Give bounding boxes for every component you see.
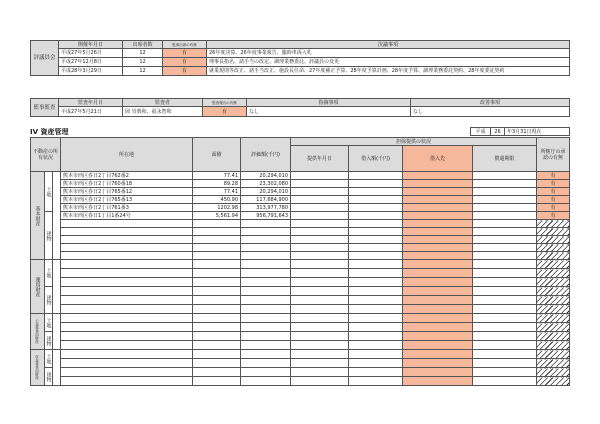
asset-value: 20,294,010 bbox=[241, 188, 291, 196]
board-attend: 有 bbox=[163, 67, 207, 76]
date-prefix: 平成 bbox=[471, 128, 491, 136]
board-matters: 26年度決算、26年度事業報告、臨時車両入札 bbox=[207, 49, 570, 58]
asset-approval: 有 bbox=[537, 212, 570, 220]
audit-label: 監事監査 bbox=[31, 99, 59, 117]
board-date: 平成28年3月29日 bbox=[59, 67, 123, 76]
header-approval: 所轄庁の承認の有無 bbox=[537, 138, 570, 172]
sub-building: 建物 bbox=[45, 332, 53, 350]
header-location: 所在地 bbox=[61, 138, 193, 172]
group-basic: 基本財産 bbox=[31, 172, 45, 260]
header-area: 面積 bbox=[193, 138, 241, 172]
board-count: 12 bbox=[123, 49, 163, 58]
asset-value: 956,791,643 bbox=[241, 212, 291, 220]
asset-value: 23,302,080 bbox=[241, 180, 291, 188]
board-attend: 有 bbox=[163, 58, 207, 67]
asset-location: 熊本市西区春日1丁目1番24号 bbox=[61, 212, 193, 220]
sub-land: 土地 bbox=[45, 314, 53, 332]
asset-area: 1202.98 bbox=[193, 204, 241, 212]
header-term: 償還期限 bbox=[473, 146, 537, 172]
asset-approval: 有 bbox=[537, 204, 570, 212]
asset-value: 20,294,010 bbox=[241, 172, 291, 180]
sub-building: 建物 bbox=[45, 212, 53, 260]
sub-building: 建物 bbox=[45, 368, 53, 386]
board-label: 評議員会 bbox=[31, 41, 59, 76]
asset-value: 117,684,900 bbox=[241, 196, 291, 204]
asset-area: 89.28 bbox=[193, 180, 241, 188]
audit-date: 平成27年5月21日 bbox=[59, 107, 123, 117]
date-year: 26 bbox=[491, 128, 505, 136]
asset-date-box bbox=[470, 127, 570, 136]
board-attend: 有 bbox=[163, 49, 207, 58]
header-provided: 提供年月日 bbox=[291, 146, 349, 172]
audit-auditor: 岡 崇典和、福永智和 bbox=[123, 107, 203, 117]
group-profit: 収益事業用財産 bbox=[31, 350, 45, 386]
asset-area: 77.41 bbox=[193, 172, 241, 180]
board-header-attend: 監事出席の有無 bbox=[163, 41, 207, 49]
board-count: 12 bbox=[123, 58, 163, 67]
audit-issues: なし bbox=[247, 107, 411, 117]
header-lender: 借入先 bbox=[403, 146, 473, 172]
board-header-matters: 決議事項 bbox=[207, 41, 570, 49]
asset-area: 5,561.94 bbox=[193, 212, 241, 220]
asset-value: 313,977,780 bbox=[241, 204, 291, 212]
audit-improve: なし bbox=[411, 107, 570, 117]
date-suffix: 年3月31日現在 bbox=[505, 128, 570, 136]
header-borrowed: 借入額(千円) bbox=[349, 146, 403, 172]
group-public: 公益事業用財産 bbox=[31, 314, 45, 350]
sub-land: 土地 bbox=[45, 260, 53, 287]
board-header-count: 出席者数 bbox=[123, 41, 163, 49]
sub-land: 土地 bbox=[45, 350, 53, 368]
audit-header-improve: 改善事項 bbox=[411, 99, 570, 107]
asset-location: 熊本市西区春日2丁目761番3 bbox=[61, 204, 193, 212]
header-value: 評価額(千円) bbox=[241, 138, 291, 172]
group-operating: 運用財産 bbox=[31, 260, 45, 314]
asset-approval: 有 bbox=[537, 180, 570, 188]
sub-land: 土地 bbox=[45, 172, 53, 212]
audit-header-issues: 指摘事項 bbox=[247, 99, 411, 107]
audit-table bbox=[30, 98, 570, 117]
asset-table bbox=[30, 137, 570, 386]
asset-approval: 有 bbox=[537, 196, 570, 204]
asset-section-title: IV 資産管理 bbox=[30, 128, 69, 136]
board-matters: 就業規則等改正、諸手当改正、施設長任命、27年度補正予算、28年度予算計画、28年度予算、調理業務委託契約、28年度委託契約 bbox=[207, 67, 570, 76]
asset-location: 熊本市西区春日2丁目765番13 bbox=[61, 196, 193, 204]
asset-location: 熊本市西区春日2丁目762番2 bbox=[61, 172, 193, 180]
board-matters: 理事長指名、諸手当の改定、調理業務委託、評議員の変更 bbox=[207, 58, 570, 67]
audit-report: 有 bbox=[203, 107, 247, 117]
asset-location: 熊本市西区春日2丁目765番12 bbox=[61, 188, 193, 196]
header-status: 不動産の所有状況 bbox=[31, 138, 61, 172]
board-table bbox=[30, 40, 570, 76]
asset-approval: 有 bbox=[537, 188, 570, 196]
asset-approval: 有 bbox=[537, 172, 570, 180]
board-header-date: 開催年月日 bbox=[59, 41, 123, 49]
header-collateral: 担保提供の状況 bbox=[291, 138, 537, 146]
asset-area: 77.41 bbox=[193, 188, 241, 196]
asset-area: 450.90 bbox=[193, 196, 241, 204]
audit-header-report: 監査報告の有無 bbox=[203, 99, 247, 107]
board-date: 平成27年5月26日 bbox=[59, 49, 123, 58]
board-date: 平成27年12月8日 bbox=[59, 58, 123, 67]
board-count: 12 bbox=[123, 67, 163, 76]
audit-header-date: 監査年月日 bbox=[59, 99, 123, 107]
asset-location: 熊本市西区春日2丁目760番18 bbox=[61, 180, 193, 188]
sub-building: 建物 bbox=[45, 287, 53, 314]
audit-header-auditor: 監査者 bbox=[123, 99, 203, 107]
